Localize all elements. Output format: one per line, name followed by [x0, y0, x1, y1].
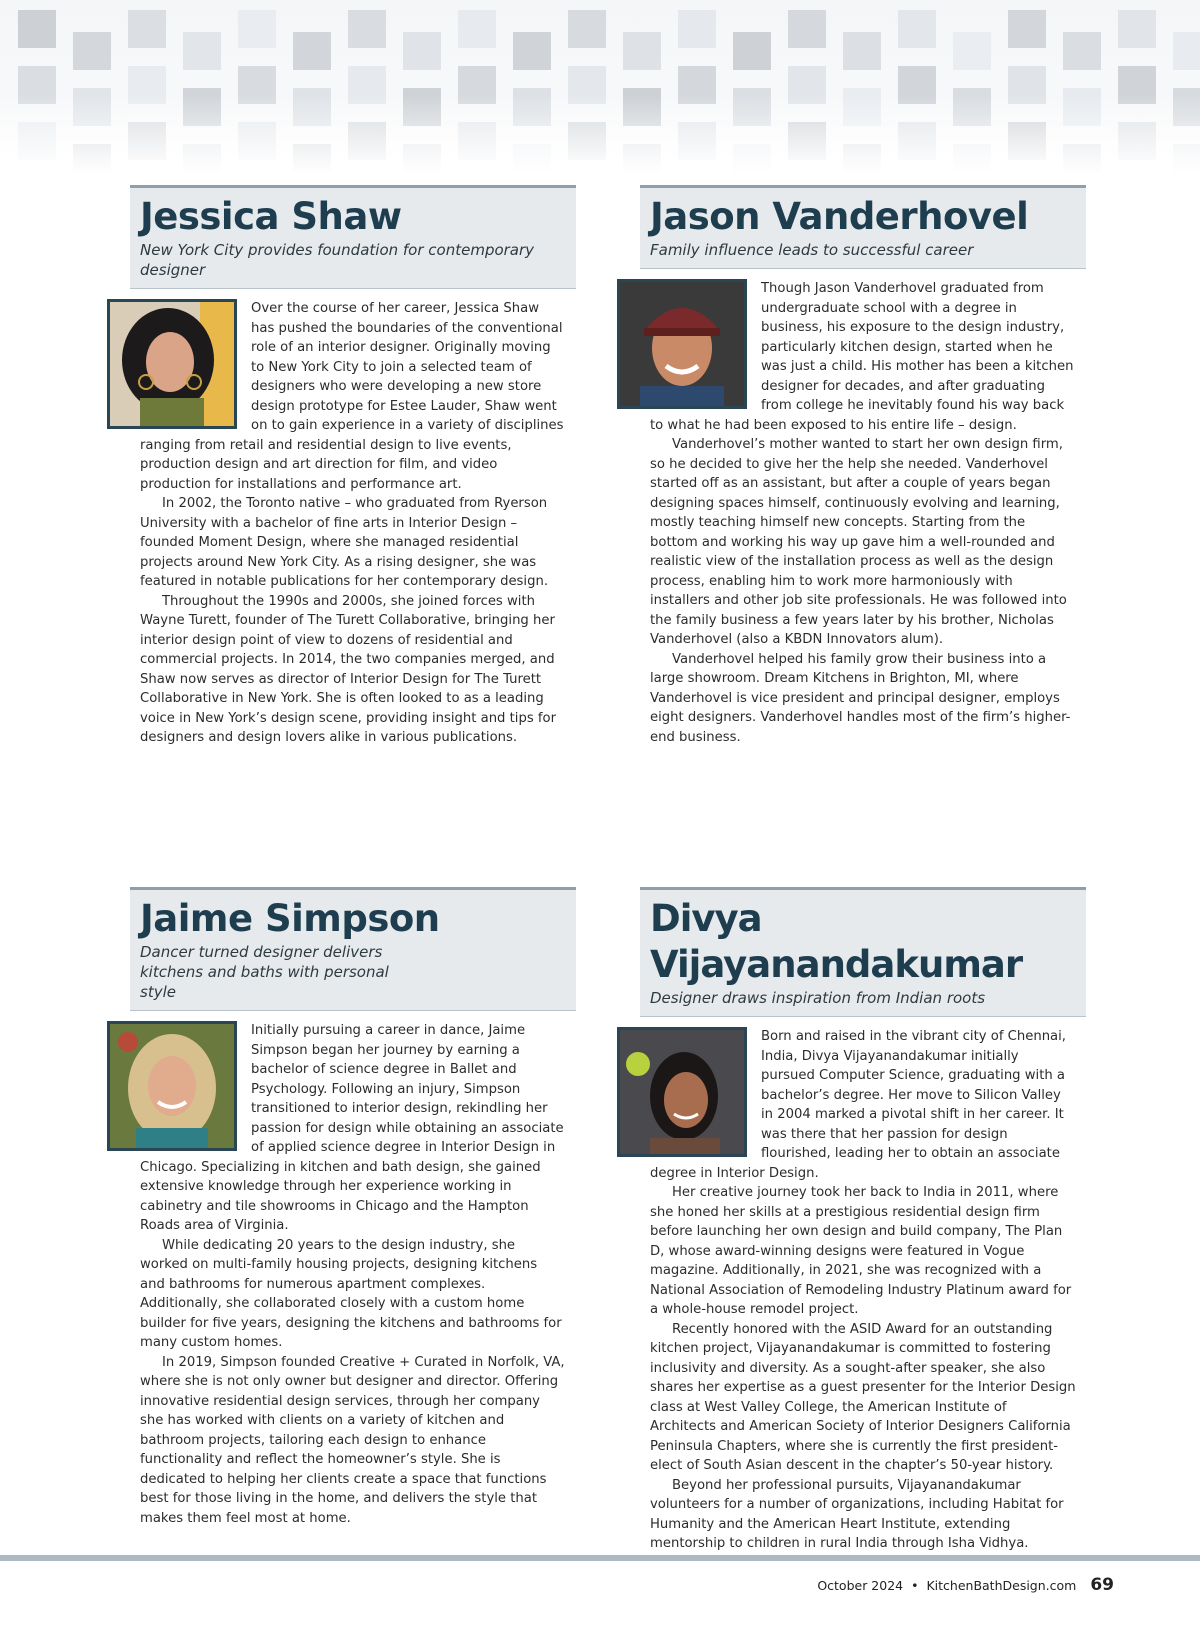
banner-tile: [843, 32, 881, 70]
profile-header: [130, 887, 576, 1011]
banner-tile: [788, 10, 826, 48]
paragraph: In 2019, Simpson founded Creative + Curated in Norfolk, VA, where she is not only owner but designer and director. Offering innovative residential design services, through her company she has worked with clients on a variety of kitchen and bathroom projects, tailoring each design to enhance functionality and reflect the homeowner’s style. She is dedicated to helping her clients create a space that functions best for those living in the home, and delivers the style that makes them feel most at home.: [140, 1354, 565, 1526]
portrait-photo: [107, 1021, 237, 1151]
profile-name: Jessica Shaw: [140, 195, 402, 238]
profile-divya-vijayanandakumar: [640, 887, 1086, 1554]
banner-tile: [898, 10, 936, 48]
banner-tile: [623, 32, 661, 70]
profile-header: [130, 185, 576, 289]
paragraph: Born and raised in the vibrant city of Chennai, India, Divya Vijayanandakumar initially pursued Computer Science, graduating with a bachelor’s degree. Her move to Silicon Valley in 2004 marked a pivotal shift in her career. It was there that her passion for design flourished, leading her to obtain an associate degree in Interior Design.: [650, 1029, 1066, 1181]
profile-name: Jason Vanderhovel: [650, 195, 1029, 238]
profile-subtitle: Family influence leads to successful career: [650, 241, 974, 259]
banner-tile: [18, 10, 56, 48]
banner-tile: [733, 32, 771, 70]
banner-tile: [568, 10, 606, 48]
banner-tile: [1063, 32, 1101, 70]
paragraph: Beyond her professional pursuits, Vijayanandakumar volunteers for a number of organizations, including Habitat for Humanity and the American Heart Institute, extending mentorship to children in rural India through Isha Vidhya.: [650, 1477, 1064, 1551]
footer-rule: [0, 1555, 1200, 1561]
decorative-banner: [0, 0, 1200, 175]
portrait-image: [110, 1024, 234, 1148]
page-footer: [817, 1575, 1114, 1595]
paragraph: Though Jason Vanderhovel graduated from undergraduate school with a degree in business, his exposure to the design industry, particularly kitchen design, started when he was just a child. His mother has been a kitchen designer for decades, and after graduating from college he inevitably found his way back to what he had been exposed to his entire life – design.: [650, 281, 1074, 433]
portrait-photo: [617, 1027, 747, 1157]
banner-tile: [183, 32, 221, 70]
banner-tile: [73, 32, 111, 70]
banner-tile: [513, 32, 551, 70]
profile-subtitle: Dancer turned designer delivers kitchens and baths with personal style: [140, 943, 389, 1001]
profile-name: Divya Vijayanandakumar: [650, 897, 1023, 986]
site-link[interactable]: KitchenBathDesign.com: [926, 1578, 1077, 1593]
banner-tile: [953, 32, 991, 70]
banner-fade: [0, 95, 1200, 175]
issue-date: October 2024: [817, 1578, 904, 1593]
profile-body: [640, 1017, 1086, 1554]
paragraph: While dedicating 20 years to the design industry, she worked on multi-family housing projects, designing kitchens and bathrooms for numerous apartment complexes. Additionally, she collaborated closely with a custom home builder for five years, designing the kitchens and bathrooms for many custom homes.: [140, 1237, 562, 1350]
portrait-image: [110, 302, 234, 426]
banner-tile: [293, 32, 331, 70]
profile-header: [640, 887, 1086, 1017]
profile-subtitle: Designer draws inspiration from Indian roots: [650, 989, 986, 1007]
profile-body: [640, 269, 1086, 747]
paragraph: In 2002, the Toronto native – who graduated from Ryerson University with a bachelor of fine arts in Interior Design – founded Moment Design, where she managed residential projects around New York City. As a rising designer, she was featured in notable publications for her contemporary design.: [140, 496, 549, 589]
banner-tile: [1173, 32, 1200, 70]
portrait-photo: [617, 279, 747, 409]
portrait-photo: [107, 299, 237, 429]
profile-jason-vanderhovel: [640, 185, 1086, 747]
paragraph: Throughout the 1990s and 2000s, she joined forces with Wayne Turett, founder of The Turett Collaborative, bringing her interior design point of view to dozens of residential and commercial projects. In 2014, the two companies merged, and Shaw now serves as director of Interior Design for The Turett Collaborative in New York. She is often looked to as a leading voice in New York’s design scene, providing insight and tips for designers and design lovers alike in various publications.: [140, 593, 557, 745]
profile-subtitle: New York City provides foundation for contemporary designer: [140, 241, 535, 279]
banner-tile: [458, 10, 496, 48]
paragraph: Vanderhovel helped his family grow their business into a large showroom. Dream Kitchens in Brighton, MI, where Vanderhovel is vice president and principal designer, employs eight designers. Vanderhovel handles most of the firm’s higher-end business.: [650, 651, 1071, 745]
paragraph: Recently honored with the ASID Award for an outstanding kitchen project, Vijayanandakumar is committed to fostering inclusivity and diversity. As a sought-after speaker, she also shares her expertise as a guest presenter for the Interior Design class at West Valley College, the American Institute of Architects and American Society of Interior Designers California Peninsula Chapters, where she is currently the first president-elect of South Asian descent in the chapter’s 50-year history.: [650, 1321, 1076, 1473]
banner-tile: [1118, 10, 1156, 48]
banner-tile: [678, 10, 716, 48]
profile-jessica-shaw: [130, 185, 576, 748]
page-number: 69: [1090, 1575, 1114, 1595]
banner-tile: [1008, 10, 1046, 48]
portrait-image: [620, 1030, 744, 1154]
profile-body: [130, 1011, 576, 1528]
portrait-image: [620, 282, 744, 406]
banner-tile: [403, 32, 441, 70]
profile-jaime-simpson: [130, 887, 576, 1528]
banner-tile: [128, 10, 166, 48]
paragraph: Vanderhovel’s mother wanted to start her own design firm, so he decided to give her the help she needed. Vanderhovel started off as an assistant, but after a couple of years began designing spaces himself, continuously evolving and learning, mostly teaching himself new concepts. Starting from the bottom and working his way up gave him a well-rounded and realistic view of the installation process as well as the design process, enabling him to work more harmoniously with installers and other job site professionals. He was followed into the family business a few years later by his brother, Nicholas Vanderhovel (also a KBDN Innovators alum).: [650, 437, 1067, 647]
paragraph: Her creative journey took her back to India in 2011, where she honed her skills at a prestigious residential design firm before launching her own design and build company, The Plan D, whose award-winning designs were featured in Vogue magazine. Additionally, in 2021, she was recognized with a National Association of Remodeling Industry Platinum award for a whole-house remodel project.: [650, 1185, 1072, 1317]
paragraph: Initially pursuing a career in dance, Jaime Simpson began her journey by earning a bachelor of science degree in Ballet and Psychology. Following an injury, Simpson transitioned to interior design, rekindling her passion for design while obtaining an associate of applied science degree in Interior Design in Chicago. Specializing in kitchen and bath design, she gained extensive knowledge through her experience working in cabinetry and tile showrooms in Chicago and the Hampton Roads area of Virginia.: [140, 1023, 564, 1233]
profile-body: [130, 289, 576, 748]
footer-separator: •: [911, 1578, 919, 1593]
profile-header: [640, 185, 1086, 269]
paragraph: Over the course of her career, Jessica Shaw has pushed the boundaries of the conventional role of an interior designer. Originally moving to New York City to join a selected team of designers who were developing a new store design prototype for Estee Lauder, Shaw went on to gain experience in a variety of disciplines ranging from retail and residential design to live events, production design and art direction for film, and video production for installations and performance art.: [140, 301, 564, 492]
banner-tile: [238, 10, 276, 48]
profile-name: Jaime Simpson: [140, 897, 440, 940]
banner-tile: [348, 10, 386, 48]
